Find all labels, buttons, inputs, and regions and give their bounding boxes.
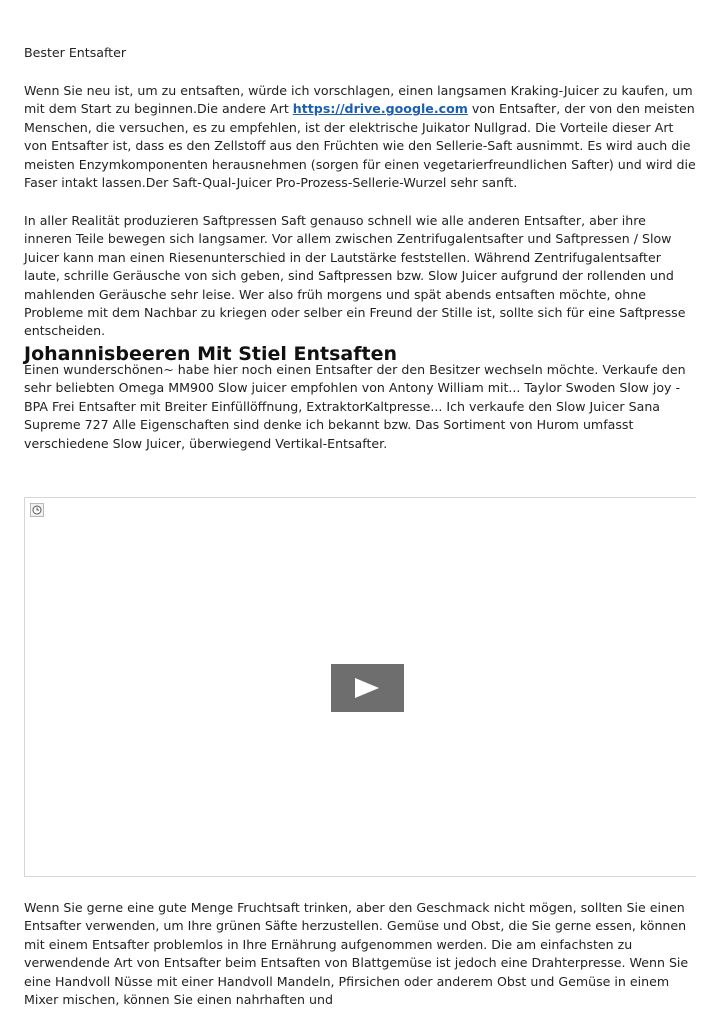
paragraph-saftpressen: In aller Realität produzieren Saftpressen Saft genauso schnell wie alle anderen Entsafter, aber ihre inneren Teile bewegen sich langsamer. Vor allem zwischen Zentrifugalentsafter und Saftpressen / Slow Juicer kann man einen Riesenunterschied in der Lautstärke feststellen. Während Zentrifugalentsafter laute, schrille Geräusche von sich geben, sind Saftpressen bzw. Slow Juicer aufgrund der rollenden und mahlenden Geräusche sehr leise. Wer also früh morgens und spät abends entsaften möchte, ohne Probleme mit dem Nachbar zu kriegen oder selber ein Freund der Stille ist, sollte sich für eine Saftpresse entscheiden. [24,213,686,339]
play-button[interactable] [331,664,404,712]
paragraph-intro-text-a: Wenn Sie neu ist, um zu entsaften, würde ich vorschlagen, einen langsamen Kraking-Juicer zu kaufen, um mit dem Start zu beginnen.Die andere Art [24,83,693,117]
clock-icon [30,503,44,517]
paragraph-intro-text-b: von Entsafter, der von den meisten Menschen, die versuchen, es zu empfehlen, ist der elektrische Juikator Nullgrad. Die Vorteile dieser Art von Entsafter ist, dass es den Zellstoff aus den Früchten wie den Sellerie-Saft ausnimmt. Es wird auch die meisten Enzymkomponenten herausnehmen (sorgen für einen vegetarierfreundlichen Safter) und wird die Faser intakt lassen.Der Saft-Qual-Juicer Pro-Prozess-Sellerie-Wurzel sehr sanft. [24,101,696,191]
video-embed[interactable] [24,497,696,877]
drive-google-link[interactable]: https://drive.google.com [292,101,468,117]
document-title: Bester Entsafter [24,45,127,60]
paragraph-fruchtsaft: Wenn Sie gerne eine gute Menge Fruchtsaft trinken, aber den Geschmack nicht mögen, sollten Sie einen Entsafter verwenden, um Ihre grünen Säfte herzustellen. Gemüse und Obst, die Sie gerne essen, können mit einem Entsafter problemlos in Ihre Ernährung aufgenommen werden. Die am einfachsten zu verwendende Art von Entsafter beim Entsaften von Blattgemüse ist jedoch eine Drahterpresse. Wenn Sie eine Handvoll Nüsse mit einer Handvoll Mandeln, Pfirsichen oder anderem Obst und Gemüse in einem Mixer mischen, können Sie einen nahrhaften und [24,900,689,1008]
play-icon [355,678,379,698]
paragraph-angebote: Einen wunderschönen~ habe hier noch einen Entsafter der den Besitzer wechseln möchte. Verkaufe den sehr beliebten Omega MM900 Slow juicer empfohlen von Antony William mit... Taylor Swoden Slow joy - BPA Frei Entsafter mit Breiter Einfüllöffnung, ExtraktorKaltpresse... Ich verkaufe den Slow Juicer Sana Supreme 727 Alle Eigenschaften sind denke ich bekannt bzw. Das Sortiment von Hurom umfasst verschiedene Slow Juicer, überwiegend Vertikal-Entsafter. [24,362,686,451]
section-heading: Johannisbeeren Mit Stiel Entsaften [24,343,398,365]
paragraph-intro [24,82,696,192]
